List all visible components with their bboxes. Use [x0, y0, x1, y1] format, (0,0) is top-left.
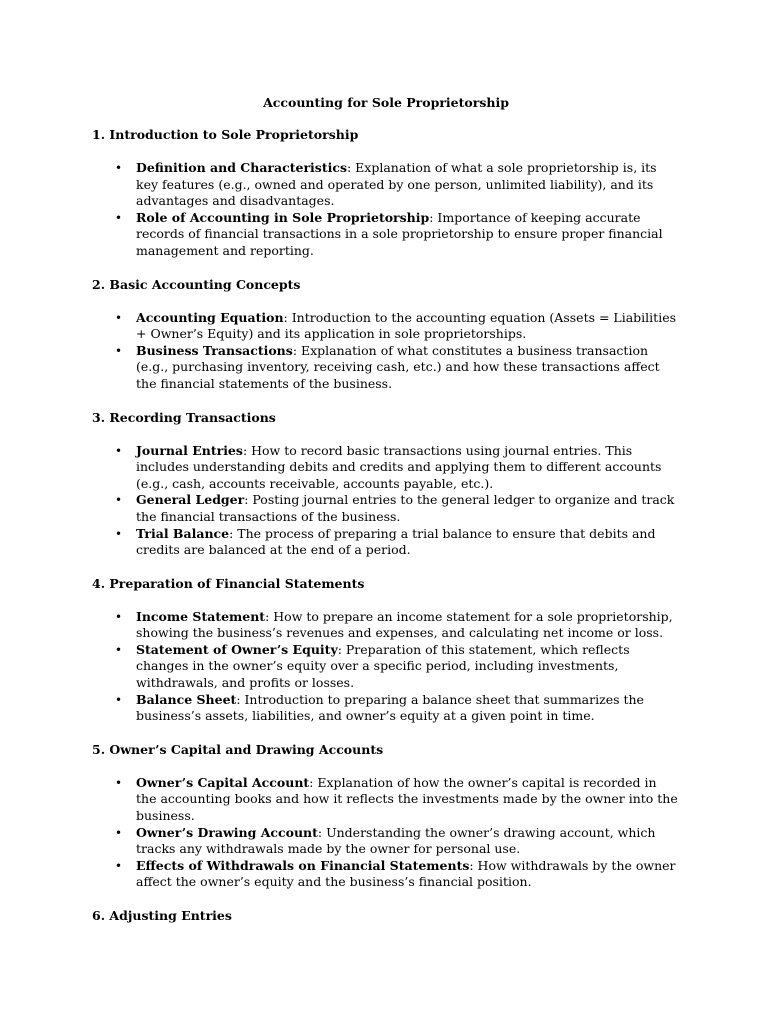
bullet-icon: •: [115, 775, 123, 790]
bullet-list: [92, 443, 680, 559]
list-item: [92, 310, 680, 343]
list-item-text: : Introduction to the accounting equation (Assets = Liabilities + Owner’s Equity) and its application in sole proprietorships.: [136, 309, 677, 342]
list-item: [92, 775, 680, 825]
bullet-icon: •: [115, 161, 123, 175]
list-item-term: Effects of Withdrawals on Financial Statements: [136, 857, 470, 873]
bullet-list: [92, 160, 680, 260]
document-title: Accounting for Sole Proprietorship: [263, 95, 509, 110]
bullet-icon: •: [115, 609, 123, 624]
bullet-icon: •: [115, 858, 123, 873]
bullet-icon: •: [115, 825, 123, 840]
list-item-term: Business Transactions: [136, 342, 293, 358]
bullet-icon: •: [115, 343, 123, 358]
section-heading: 4. Preparation of Financial Statements: [92, 575, 365, 591]
list-item-term: Statement of Owner’s Equity: [136, 641, 338, 657]
bullet-icon: •: [115, 526, 123, 541]
list-item-term: Trial Balance: [136, 525, 230, 541]
section-heading: 6. Adjusting Entries: [92, 908, 232, 923]
list-item-term: Role of Accounting in Sole Proprietorship: [136, 209, 430, 225]
list-item: [92, 210, 680, 260]
bullet-list: [92, 775, 680, 891]
bullet-icon: •: [115, 443, 123, 458]
list-item-text: : How to record basic transactions using journal entries. This includes understanding debits and credits and applying them to different accounts (e.g., cash, accounts receivable, accounts payable, etc.).: [136, 442, 662, 491]
list-item-text: : Explanation of how the owner’s capital is recorded in the accounting books and how it reflects the investments made by the owner into the business.: [136, 774, 678, 824]
bullet-list: [92, 310, 680, 393]
list-item-term: Accounting Equation: [136, 309, 284, 325]
bullet-icon: •: [115, 310, 123, 325]
list-item: [92, 492, 680, 525]
list-item-text: : Understanding the owner’s drawing account, which tracks any withdrawals made by the owner for personal use.: [136, 824, 656, 857]
list-item-text: : Importance of keeping accurate records of financial transactions in a sole proprietorship to ensure proper financial management and reporting.: [136, 209, 663, 258]
bullet-icon: •: [115, 493, 123, 508]
list-item-text: : How withdrawals by the owner affect the owner’s equity and the business’s financial position.: [136, 857, 676, 890]
list-item-text: : How to prepare an income statement for a sole proprietorship, showing the business’s revenues and expenses, and calculating net income or loss.: [136, 608, 673, 641]
list-item-term: Balance Sheet: [136, 691, 237, 707]
list-item-term: Owner’s Drawing Account: [136, 824, 318, 840]
list-item-term: Owner’s Capital Account: [136, 774, 310, 790]
list-item: [92, 642, 680, 692]
bullet-icon: •: [115, 692, 123, 707]
list-item-term: Definition and Characteristics: [136, 160, 347, 175]
list-item: [92, 443, 680, 493]
list-item-text: : Posting journal entries to the general ledger to organize and track the financial transactions of the business.: [136, 492, 675, 524]
list-item-term: General Ledger: [136, 492, 245, 508]
list-item-text: : Preparation of this statement, which reflects changes in the owner’s equity over a specific period, including investments, withdrawals, and profits or losses.: [136, 641, 630, 691]
list-item-term: Income Statement: [136, 608, 266, 624]
list-item: [92, 609, 680, 642]
section-heading: 5. Owner’s Capital and Drawing Accounts: [92, 741, 384, 757]
list-item: [92, 692, 680, 725]
bullet-list: [92, 609, 680, 725]
list-item: [92, 526, 680, 559]
list-item: [92, 858, 680, 891]
list-item-text: : Introduction to preparing a balance sheet that summarizes the business’s assets, liabilities, and owner’s equity at a given point in time.: [136, 691, 644, 724]
list-item: [92, 160, 680, 210]
section-heading: 1. Introduction to Sole Proprietorship: [92, 127, 359, 142]
list-item: [92, 825, 680, 858]
list-item: [92, 343, 680, 393]
list-item-text: : The process of preparing a trial balance to ensure that debits and credits are balanced at the end of a period.: [136, 525, 656, 558]
section-heading: 3. Recording Transactions: [92, 409, 276, 425]
bullet-icon: •: [115, 642, 123, 657]
list-item-term: Journal Entries: [136, 442, 243, 458]
bullet-icon: •: [115, 210, 123, 225]
list-item-text: : Explanation of what a sole proprietorship is, its key features (e.g., owned and operated by one person, unlimited liability), and its advantages and disadvantages.: [136, 160, 657, 209]
document-body: [92, 126, 680, 924]
list-item-text: : Explanation of what constitutes a business transaction (e.g., purchasing inventory, receiving cash, etc.) and how these transactions affect the financial statements of the business.: [136, 342, 660, 391]
section-heading: 2. Basic Accounting Concepts: [92, 276, 301, 292]
